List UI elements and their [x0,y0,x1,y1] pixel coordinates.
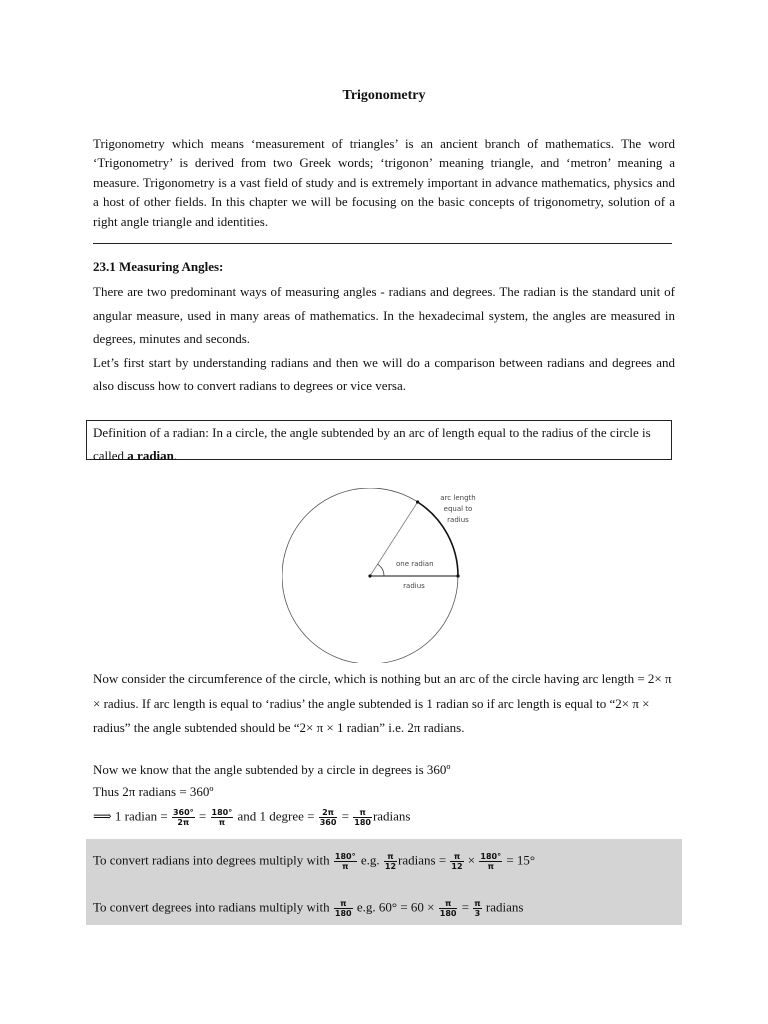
section-heading: 23.1 Measuring Angles: [93,259,224,274]
definition-box [86,420,672,463]
fraction-pi-3: $\frac{\pi}{3}$ [474,899,481,918]
fraction-2pi-360: $\frac{2\pi}{360}$ [319,808,337,827]
end-dot [456,574,459,577]
definition-text: Definition of a radian: In a circle, the angle subtended by an arc of length equal to the radius of the circle is called [93,425,651,463]
definition-bold: a radian [127,448,174,463]
degree-line: Now we know that the angle subtended by a circle in degrees is 360º [93,762,451,777]
thus-line: Thus 2π radians = 360º [93,784,214,799]
radian-diagram [282,488,522,663]
section-paragraph-2: Let’s first start by understanding radians and then we will do a comparison between radians and degrees and also discuss how to convert radians to degrees or vice versa. [93,354,675,393]
radians-to-degrees-line: To convert radians into degrees multiply with $\frac{180^\circ}{\pi}$ e.g. $\frac{\pi}{12}$ radians = $\frac{\pi}{12}$ × $\frac{180^\circ}{\pi}$ = 15° [93,852,536,871]
conversion-mid: and 1 degree = [237,808,318,824]
fraction-180-pi-box: $\frac{180^\circ}{\pi}$ [334,852,356,871]
equals-sign-2: = [341,808,349,824]
equals-sign: = [198,808,207,824]
fraction-pi-12-b: $\frac{\pi}{12}$ [451,852,463,871]
fraction-180-pi: $\frac{180^\circ}{\pi}$ [211,808,233,827]
section-body [93,280,675,398]
radius-label: radius [403,582,425,590]
conversion-prefix: ⟹ 1 radian = [93,808,171,824]
angle-mark [378,564,384,576]
definition-end: . [173,448,178,463]
circumference-paragraph: Now consider the circumference of the circle, which is nothing but an arc of the circle having arc length = 2× π × radius. If arc length is equal to ‘radius’ the angle subtended is 1 radian so if arc length is equal to “2× π × radius” the angle subtended should be “2× π × 1 radian” i.e. 2π radians. [93,671,672,735]
fraction-pi-180-b: $\frac{\pi}{180}$ [439,899,457,918]
horizontal-rule [93,243,672,244]
degrees-to-radians-line: To convert degrees into radians multiply with $\frac{\pi}{180}$ e.g. 60° = 60 × $\frac{\pi}{180}$ = $\frac{\pi}{3}$ radians [93,899,524,918]
page-title: Trigonometry [342,88,426,103]
fraction-180-pi-b: $\frac{180^\circ}{\pi}$ [480,852,502,871]
conversion-suffix: radians [372,808,411,824]
arc-dot [416,500,419,503]
arc-label-1: arc length [440,494,476,502]
arc-label-3: radius [447,516,469,524]
arc-label-2: equal to [443,505,473,513]
section-paragraph-1: There are two predominant ways of measuring angles - radians and degrees. The radian is the standard unit of angular measure, used in many areas of mathematics. In the hexadecimal system, the angles are measured in degrees, minutes and seconds. [93,284,675,346]
conversion-formula [93,808,411,827]
fraction-360-2pi: $\frac{360^\circ}{2\pi}$ [172,808,194,827]
conversion-box [86,839,682,925]
center-dot [368,574,371,577]
intro-paragraph: Trigonometry which means ‘measurement of triangles’ is an ancient branch of mathematics. The word ‘Trigonometry’ is derived from two Greek words; ‘trigonon’ meaning triangle, and ‘metron’ meaning a measure. Trigonometry is a vast field of study and is extremely important in advance mathematics, physics and a host of other fields. In this chapter we will be focusing on the basic concepts of trigonometry, solution of a right angle triangle and identities. [93,136,675,229]
fraction-pi-180-box: $\frac{\pi}{180}$ [334,899,352,918]
angle-label: one radian [396,560,434,568]
fraction-pi-180: $\frac{\pi}{180}$ [354,808,371,827]
fraction-pi-12: $\frac{\pi}{12}$ [384,852,397,871]
